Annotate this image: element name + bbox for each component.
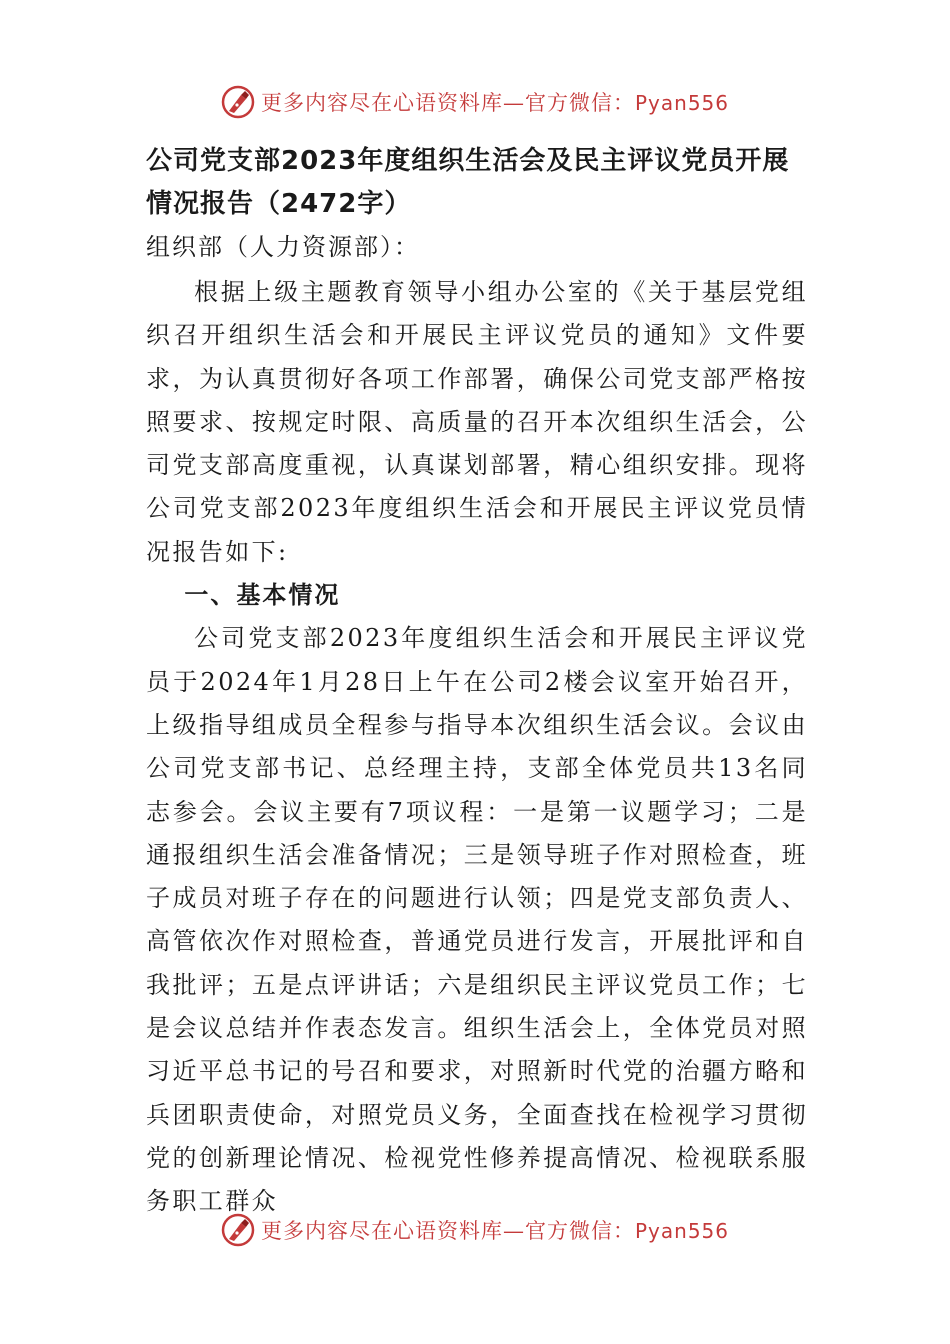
addressee: 组织部（人力资源部）： xyxy=(146,233,420,261)
banner-wechat-id: Pyan556 xyxy=(634,1219,729,1243)
pen-nib-logo-icon xyxy=(221,1213,255,1247)
banner-text xyxy=(261,1215,729,1245)
footer-banner xyxy=(0,1210,950,1250)
section-heading-basic-situation: 一、基本情况 xyxy=(184,581,341,610)
banner-text-cn: 更多内容尽在心语资料库—官方微信： xyxy=(260,1219,635,1243)
pen-nib-logo-icon xyxy=(221,85,255,119)
document-title: 公司党支部2023年度组织生活会及民主评议党员开展情况报告（2472字） xyxy=(146,146,790,219)
paragraph-basic-situation: 公司党支部2023年度组织生活会和开展民主评议党员于2024年1月28日上午在公司2楼会议室开始召开，上级指导组成员全程参与指导本次组织生活会议。会议由公司党支部书记、总经理主持，支部全体党员共13名同志参会。会议主要有7项议程：一是第一议题学习；二是通报组织生活会准备情况；三是领导班子作对照检查，班子成员对班子存在的问题进行认领；四是党支部负责人、高管依次作对照检查，普通党员进行发言，开展批评和自我批评；五是点评讲话；六是组织民主评议党员工作；七是会议总结并作表态发言。组织生活会上，全体党员对照习近平总书记的号召和要求，对照新时代党的治疆方略和兵团职责使命，对照党员义务，全面查找在检视学习贯彻党的创新理论情况、检视党性修养提高情况、检视联系服务职工群众 xyxy=(146,624,808,1216)
paragraph-intro: 根据上级主题教育领导小组办公室的《关于基层党组织召开组织生活会和开展民主评议党员的通知》文件要求，为认真贯彻好各项工作部署，确保公司党支部严格按照要求、按规定时限、高质量的召开本次组织生活会，公司党支部高度重视，认真谋划部署，精心组织安排。现将公司党支部2023年度组织生活会和开展民主评议党员情况报告如下: xyxy=(146,278,808,566)
document-body xyxy=(146,271,808,1224)
banner-wechat-id: Pyan556 xyxy=(634,91,729,115)
header-banner xyxy=(0,82,950,122)
banner-text-cn: 更多内容尽在心语资料库—官方微信： xyxy=(260,91,635,115)
banner-text xyxy=(261,87,729,117)
